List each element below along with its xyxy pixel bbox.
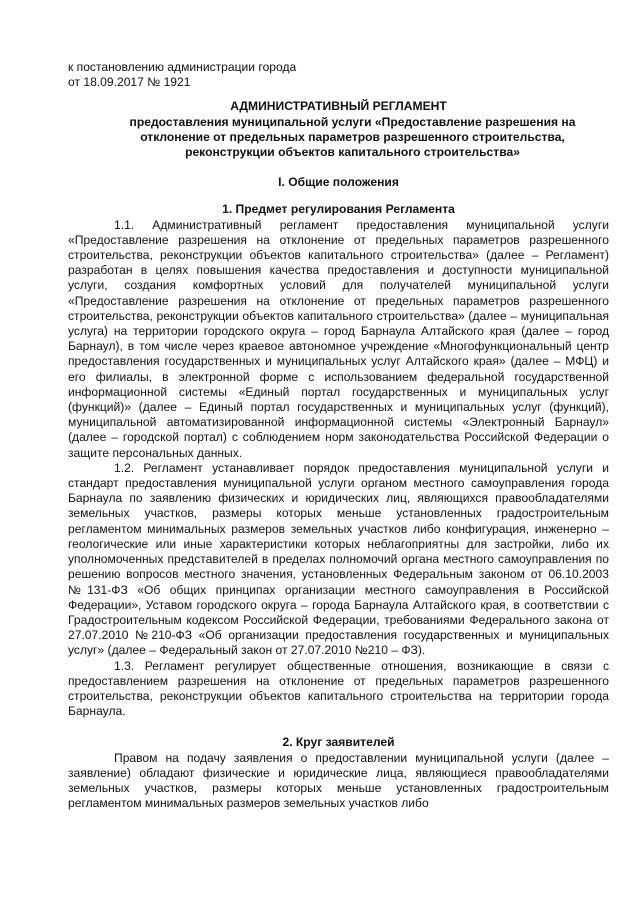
document-title xyxy=(68,99,609,160)
paragraph-1-1: 1.1. Административный регламент предоставления муниципальной услуги «Предоставление разрешения на отклонение от предельных параметров разрешенного строительства, реконструкции объектов капитального строительства» (далее – Регламент) разработан в целях повышения качества предоставления и доступности муниципальной услуги, создания комфортных условий для получателей муниципальной услуги «Предоставление разрешения на отклонение от предельных параметров разрешенного строительства, реконструкции объектов капитального строительства» (далее – муниципальная услуга) на территории городского округа – город Барнаула Алтайского края (далее – город Барнаул), в том числе через краевое автономное учреждение «Многофункциональный центр предоставления государственных и муниципальных услуг Алтайского края» (далее – МФЦ) и его филиалы, в электронной форме с использованием федеральной государственной информационной системы «Единый портал государственных и муниципальных услуг (функций)» (далее – Единый портал государственных и муниципальных услуг (функций), муниципальной автоматизированной информационной системы «Электронный Барнаул» (далее – городской портал) с соблюдением норм законодательства Российской Федерации о защите персональных данных. xyxy=(68,217,609,460)
paragraph-1-3: 1.3. Регламент регулирует общественные отношения, возникающие в связи с предоставлением разрешения на отклонение от предельных параметров разрешенного строительства, реконструкции объектов капитального строительства на территории города Барнаула. xyxy=(68,658,609,719)
title-subtitle: предоставления муниципальной услуги «Предоставление разрешения на отклонение от предельных параметров разрешенного строительства, реконструкции объектов капитального строительства» xyxy=(129,114,576,160)
subsection-heading-applicants: 2. Круг заявителей xyxy=(282,735,395,750)
header-attachment-line: к постановлению администрации города xyxy=(68,60,297,74)
subsection-heading-subject: 1. Предмет регулирования Регламента xyxy=(222,202,455,217)
paragraph-1-2: 1.2. Регламент устанавливает порядок предоставления муниципальной услуги и стандарт предоставления муниципальной услуги органом местного самоуправления города Барнаула по заявлению физических и юридических лиц, являющихся правообладателями земельных участков, размеры которых меньше установленных градостроительным регламентом минимальных размеров земельных участков либо конфигурация, инженерно – геологические или иные характеристики которых неблагоприятны для застройки, либо их уполномоченных представителей в пределах полномочий органа местного самоуправления по решению вопросов местного значения, установленных Федеральным законом от 06.10.2003 №131-ФЗ «Об общих принципах организации местного самоуправления в Российской Федерации», Уставом городского округа – города Барнаула Алтайского края, в соответствии с Градостроительным кодексом Российской Федерации, требованиями Федерального закона от 27.07.2010 №210-ФЗ «Об организации предоставления государственных и муниципальных услуг» (далее – Федеральный закон от 27.07.2010 №210 – ФЗ). xyxy=(68,460,609,658)
section-heading-general: I. Общие положения xyxy=(278,175,399,190)
document-header xyxy=(68,60,609,90)
title-main: АДМИНИСТРАТИВНЫЙ РЕГЛАМЕНТ xyxy=(230,99,447,114)
header-date-line: от 18.09.2017 № 1921 xyxy=(68,75,191,90)
paragraph-2: Правом на подачу заявления о предоставлении муниципальной услуги (далее – заявление) обладают физические и юридические лица, являющиеся правообладателями земельных участков, размеры которых меньше установленных градостроительным регламентом минимальных размеров земельных участков либо xyxy=(68,750,609,811)
document-page xyxy=(68,60,609,811)
